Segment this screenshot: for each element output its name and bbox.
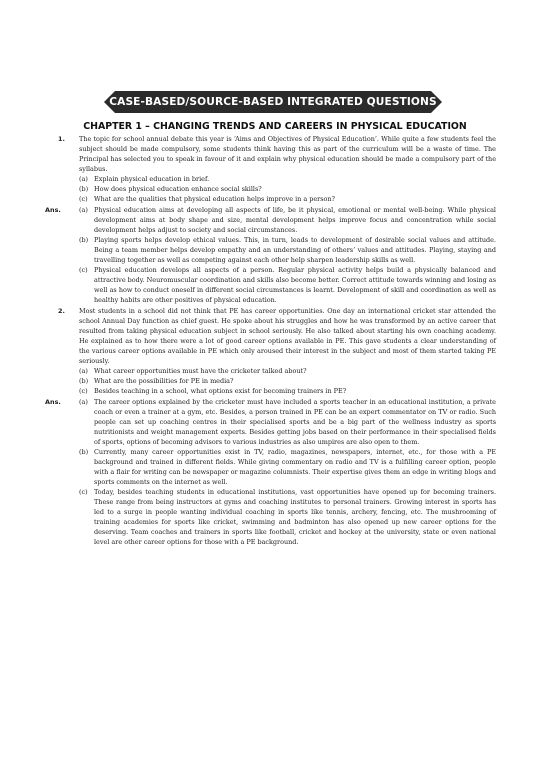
answer-item-text: Currently, many career opportunities exist in TV, radio, magazines, newspapers, internet, etc., for those with a PE background and trained in different fields. While giving commentary on radio and TV is a fulfilling career option, people with a flair for writing can be newspaper or magazine columnists. Their expertise gives them an edge in writing blogs and sports comments on the internet as well.: [94, 448, 496, 486]
question-2: [47, 307, 496, 397]
answer-item-text: Physical education develops all aspects of a person. Regular physical activity helps build a physically balanced and attractive body. Neuromuscular coordination and skills also become better. Correct attitude towards winning and losing as well as how to conduct oneself in different social circumstances is learnt. Development of skill and coordination as well as healthy habits are other positives of physical education.: [94, 265, 496, 304]
answer-item-label: (c): [79, 265, 88, 274]
answer-item-label: (c): [79, 487, 88, 496]
section-banner: [104, 91, 442, 113]
sub-question: [79, 195, 496, 205]
banner-title: CASE-BASED/SOURCE-BASED INTEGRATED QUESTIONS: [109, 96, 437, 108]
sub-text: What are the possibilities for PE in media?: [94, 376, 234, 385]
answer-item-label: (a): [79, 398, 88, 407]
question-number: 2.: [58, 307, 65, 316]
sub-question: [79, 387, 496, 397]
sub-label: (b): [79, 184, 89, 193]
answer-item-label: (b): [79, 448, 89, 457]
answer-item-text: Playing sports helps develop ethical values. This, in turn, leads to development of desirable social values and attitude. Being a team member helps develop empathy and an understanding of others’ values and attitudes. Playing, staying and travelling together as well as competing against each other help sharpen leadership skills as well.: [94, 236, 496, 264]
sub-label: (c): [79, 194, 88, 203]
answer-item-text: Today, besides teaching students in educational institutions, vast opportunities have opened up for becoming trainers. These range from being instructors at gyms and coaching institutes to personal trainers. Growing interest in sports has led to a surge in people wanting individual coaching in sports like tennis, archery, fencing, etc. The mushrooming of training academies for sports like cricket, swimming and badminton has also opened up new career options for the deserving. Team coaches and trainers in sports like football, cricket and hockey at the university, state or even national level are other career options for those with a PE background.: [94, 487, 496, 546]
answer-item: [79, 236, 496, 266]
answer-item: [79, 398, 496, 448]
sub-label: (a): [79, 174, 88, 183]
answer-item: [79, 448, 496, 488]
answer-2: [47, 398, 496, 547]
sub-question: [79, 175, 496, 185]
question-1: [47, 135, 496, 205]
chapter-title: CHAPTER 1 – CHANGING TRENDS AND CAREERS IN PHYSICAL EDUCATION: [83, 121, 467, 132]
sub-text: What career opportunities must have the cricketer talked about?: [94, 366, 307, 375]
sub-label: (a): [79, 366, 88, 375]
question-number: 1.: [58, 135, 65, 143]
answer-item-text: The career options explained by the cricketer must have included a sports teacher in an educational institution, a private coach or even a trainer at a gym, etc. Besides, a person trained in PE can be an expert commentator on TV or radio. Such people can set up coaching centres in their specialised sports and be a big part of the wellness industry as sports nutritionists and weight management experts. Besides getting jobs based on their performance in their specialised fields of sports, options of becoming advisors to various industries as also umpires are also open to them.: [94, 398, 496, 447]
answer-item-text: Physical education aims at developing all aspects of life, be it physical, emotional or mental well-being. While physical development aims at body shape and size, mental development helps improve focus and concentration while social development helps adjust to society and social circumstances.: [94, 206, 496, 235]
answer-item: [79, 488, 496, 548]
sub-text: What are the qualities that physical education helps improve in a person?: [94, 194, 336, 203]
answer-label: Ans.: [45, 206, 61, 215]
sub-question: [79, 367, 496, 377]
questions-content: [47, 135, 496, 548]
sub-text: How does physical education enhance social skills?: [94, 184, 262, 193]
answer-item: [79, 266, 496, 306]
sub-label: (c): [79, 386, 88, 395]
answer-item: [79, 206, 496, 236]
answer-label: Ans.: [45, 398, 61, 407]
answer-item-label: (a): [79, 206, 88, 215]
sub-question: [79, 377, 496, 387]
sub-text: Besides teaching in a school, what options exist for becoming trainers in PE?: [94, 386, 347, 395]
question-text: Most students in a school did not think that PE has career opportunities. One day an international cricket star attended the school Annual Day function as chief guest. He spoke about his struggles and how he was transformed by an active career that resulted from taking physical education subject in school seriously. He also talked about starting his own coaching academy. He explained as to how there were a lot of good career options available in PE. This gave students a clear understanding of the various career options available in PE which only aroused their interest in the subject and most of them started taking PE seriously.: [79, 307, 496, 365]
answer-item-label: (b): [79, 236, 89, 245]
sub-label: (b): [79, 376, 89, 385]
sub-question: [79, 185, 496, 195]
sub-text: Explain physical education in brief.: [94, 174, 210, 183]
answer-1: [47, 206, 496, 306]
question-text: The topic for school annual debate this year is ‘Aims and Objectives of Physical Education’. While quite a few students feel the subject should be made compulsory, some students think having this as part of the curriculum will be a waste of time. The Principal has selected you to speak in favour of it and explain why physical education should be made a compulsory part of the syllabus.: [79, 135, 496, 173]
